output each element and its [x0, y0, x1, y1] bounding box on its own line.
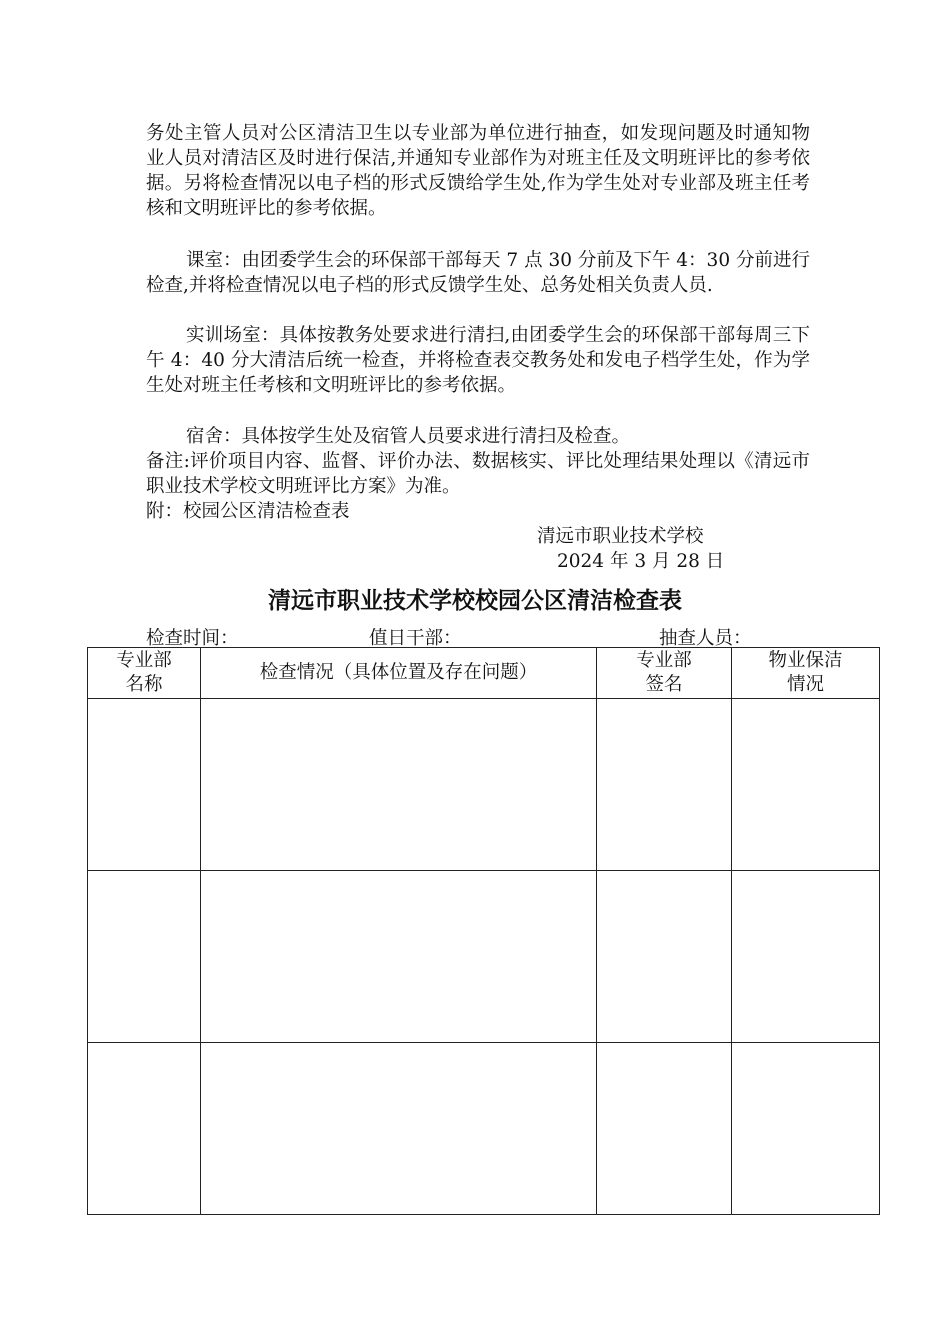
- cell-property-cleaning[interactable]: [732, 699, 880, 871]
- cell-department-signature[interactable]: [597, 699, 732, 871]
- cell-department-name[interactable]: [88, 1043, 201, 1215]
- paragraph-note: 备注:评价项目内容、监督、评价办法、数据核实、评比处理结果处理以《清远市职业技术学校文明班评比方案》为准。: [146, 451, 810, 497]
- spot-checker-label: 抽查人员：: [659, 628, 752, 649]
- header-property-cleaning: [732, 648, 880, 699]
- header-department-signature: [597, 648, 732, 699]
- header-department-name-line1: 专业部: [116, 650, 172, 671]
- header-property-cleaning-line2: 情况: [786, 674, 824, 695]
- cell-department-signature[interactable]: [597, 1043, 732, 1215]
- paragraph-public-area-inspection: 务处主管人员对公区清洁卫生以专业部为单位进行抽查，如发现问题及时通知物业人员对清洁区及时进行保洁,并通知专业部作为对班主任及文明班评比的参考依据。另将检查情况以电子档的形式反馈给学生处,作为学生处对专业部及班主任考核和文明班评比的参考依据。: [146, 123, 810, 219]
- cell-inspection-details[interactable]: [201, 1043, 597, 1215]
- cell-property-cleaning[interactable]: [732, 1043, 880, 1215]
- header-department-signature-line1: 专业部: [636, 650, 692, 671]
- paragraph-training-room: 实训场室：具体按教务处要求进行清扫,由团委学生会的环保部干部每周三下午 4：40 分大清洁后统一检查，并将检查表交教务处和发电子档学生处，作为学生处对班主任考核和文明班评比的参考依据。: [146, 325, 810, 396]
- table-row: [88, 1043, 880, 1215]
- cell-inspection-details[interactable]: [201, 871, 597, 1043]
- cell-department-signature[interactable]: [597, 871, 732, 1043]
- header-department-name-line2: 名称: [125, 674, 163, 695]
- form-title: 清远市职业技术学校校园公区清洁检查表: [268, 588, 682, 614]
- table-row: [88, 871, 880, 1043]
- header-department-name: [88, 648, 201, 699]
- signature-date: 2024 年 3 月 28 日: [557, 551, 725, 572]
- table-row: [88, 699, 880, 871]
- table-header-row: [88, 648, 880, 699]
- paragraph-dormitory: 宿舍：具体按学生处及宿管人员要求进行清扫及检查。: [186, 426, 631, 447]
- attachment-line: 附：校园公区清洁检查表: [146, 501, 350, 522]
- duty-officer-label: 值日干部：: [369, 628, 462, 649]
- cell-inspection-details[interactable]: [201, 699, 597, 871]
- header-department-signature-line2: 签名: [645, 674, 683, 695]
- header-property-cleaning-line1: 物业保洁: [768, 650, 843, 671]
- paragraph-classroom: 课室：由团委学生会的环保部干部每天 7 点 30 分前及下午 4：30 分前进行检查,并将检查情况以电子档的形式反馈学生处、总务处相关负责人员.: [146, 250, 810, 296]
- signature-organization: 清远市职业技术学校: [537, 526, 704, 547]
- inspection-table: [87, 647, 880, 1215]
- cell-department-name[interactable]: [88, 699, 201, 871]
- cell-property-cleaning[interactable]: [732, 871, 880, 1043]
- header-inspection-details: 检查情况（具体位置及存在问题）: [201, 648, 597, 699]
- cell-department-name[interactable]: [88, 871, 201, 1043]
- check-time-label: 检查时间：: [146, 628, 239, 649]
